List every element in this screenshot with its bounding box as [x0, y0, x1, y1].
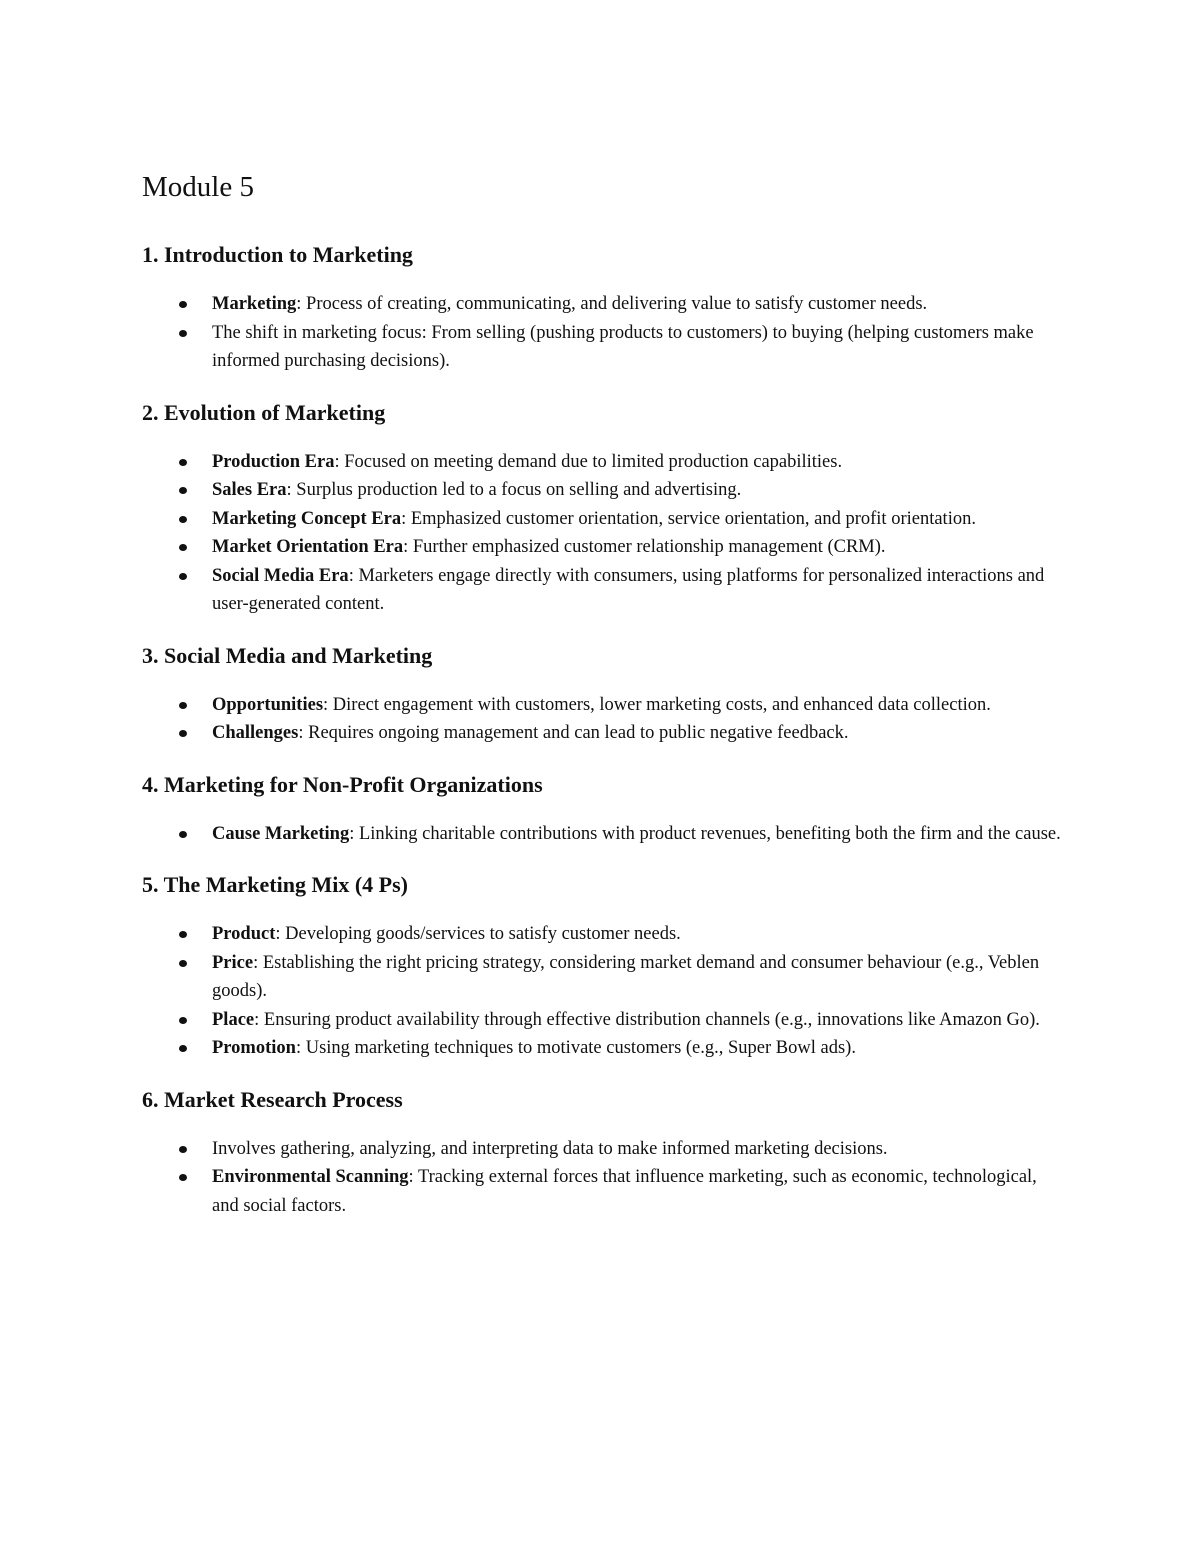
list-item — [142, 1163, 1062, 1220]
list-item — [142, 949, 1062, 1006]
term-label: Marketing — [212, 294, 297, 314]
document-body — [142, 168, 1062, 1242]
term-label: Price — [212, 952, 254, 973]
list-item — [142, 448, 1062, 477]
term-label: Product — [212, 924, 276, 944]
bullet-icon — [179, 459, 187, 466]
list-item — [142, 1135, 1062, 1164]
item-text: : Establishing the right pricing strategy, considering market demand and consumer behaviour (e.g., Veblen goods). — [212, 952, 1040, 1001]
term-label: Cause Marketing — [212, 823, 350, 844]
item-text: : Direct engagement with customers, lower marketing costs, and enhanced data collection. — [323, 694, 991, 715]
term-label: Market Orientation Era — [212, 537, 404, 557]
list-item — [142, 290, 1062, 319]
section — [142, 870, 1062, 1063]
item-text: Involves gathering, analyzing, and interpreting data to make informed marketing decisions. — [212, 1138, 888, 1159]
section-heading: 1. Introduction to Marketing — [142, 242, 413, 267]
term-label: Marketing Concept Era — [212, 508, 402, 529]
term-label: Promotion — [212, 1038, 296, 1058]
list-item — [142, 562, 1062, 619]
section-heading: 3. Social Media and Marketing — [142, 642, 433, 668]
item-text: : Using marketing techniques to motivate customers (e.g., Super Bowl ads). — [295, 1038, 856, 1058]
bullet-icon — [179, 1017, 187, 1024]
bullet-icon — [179, 516, 187, 523]
item-text: : Further emphasized customer relationship management (CRM). — [403, 537, 886, 557]
bullet-icon — [179, 1146, 187, 1153]
section — [142, 1085, 1062, 1221]
bullet-list — [142, 920, 1062, 1063]
bullet-icon — [179, 573, 187, 580]
item-text: : Requires ongoing management and can lead to public negative feedback. — [298, 723, 849, 743]
bullet-list — [142, 691, 1062, 748]
bullet-list — [142, 448, 1062, 619]
list-item — [142, 820, 1062, 849]
bullet-icon — [179, 330, 187, 337]
bullet-icon — [179, 544, 187, 551]
list-item — [142, 1006, 1062, 1035]
item-text: : Developing goods/services to satisfy customer needs. — [275, 924, 681, 944]
bullet-icon — [179, 931, 187, 938]
section — [142, 641, 1062, 748]
bullet-icon — [179, 730, 187, 737]
bullet-icon — [179, 702, 187, 709]
sections-container — [142, 240, 1062, 1220]
term-label: Environmental Scanning — [212, 1167, 409, 1187]
term-label: Opportunities — [212, 694, 324, 715]
bullet-list — [142, 290, 1062, 376]
list-item — [142, 476, 1062, 505]
bullet-icon — [179, 960, 187, 967]
bullet-list — [142, 820, 1062, 849]
term-label: Challenges — [212, 723, 299, 743]
term-label: Production Era — [212, 451, 335, 472]
bullet-list — [142, 1135, 1062, 1221]
item-text: : Marketers engage directly with consumers, using platforms for personalized interactions and user-generated content. — [212, 565, 1045, 614]
bullet-icon — [179, 831, 187, 838]
section-heading: 4. Marketing for Non-Profit Organizations — [142, 771, 543, 797]
list-item — [142, 920, 1062, 949]
section — [142, 240, 1062, 376]
term-label: Sales Era — [212, 480, 287, 500]
list-item — [142, 1034, 1062, 1063]
document-title: Module 5 — [142, 171, 254, 203]
bullet-icon — [179, 1045, 187, 1052]
bullet-icon — [179, 1174, 187, 1181]
item-text: : Process of creating, communicating, and delivering value to satisfy customer needs. — [296, 294, 928, 314]
item-text: : Surplus production led to a focus on selling and advertising. — [286, 480, 742, 500]
list-item — [142, 691, 1062, 720]
item-text: : Tracking external forces that influence marketing, such as economic, technological, and social factors. — [212, 1167, 1037, 1216]
list-item — [142, 533, 1062, 562]
item-text: : Linking charitable contributions with product revenues, benefiting both the firm and the cause. — [349, 823, 1061, 844]
item-text: : Ensuring product availability through effective distribution channels (e.g., innovations like Amazon Go). — [254, 1009, 1040, 1030]
section-heading: 6. Market Research Process — [142, 1086, 403, 1112]
bullet-icon — [179, 487, 187, 494]
bullet-icon — [179, 301, 187, 308]
section-heading: 2. Evolution of Marketing — [142, 399, 386, 425]
item-text: : Focused on meeting demand due to limited production capabilities. — [334, 451, 843, 472]
item-text: The shift in marketing focus: From selling (pushing products to customers) to buying (helping customers make informed purchasing decisions). — [212, 322, 1034, 371]
list-item — [142, 319, 1062, 376]
list-item — [142, 719, 1062, 748]
section — [142, 398, 1062, 619]
list-item — [142, 505, 1062, 534]
term-label: Social Media Era — [212, 565, 349, 586]
section — [142, 770, 1062, 849]
term-label: Place — [212, 1009, 255, 1030]
section-heading: 5. The Marketing Mix (4 Ps) — [142, 872, 409, 897]
item-text: : Emphasized customer orientation, service orientation, and profit orientation. — [401, 508, 976, 529]
